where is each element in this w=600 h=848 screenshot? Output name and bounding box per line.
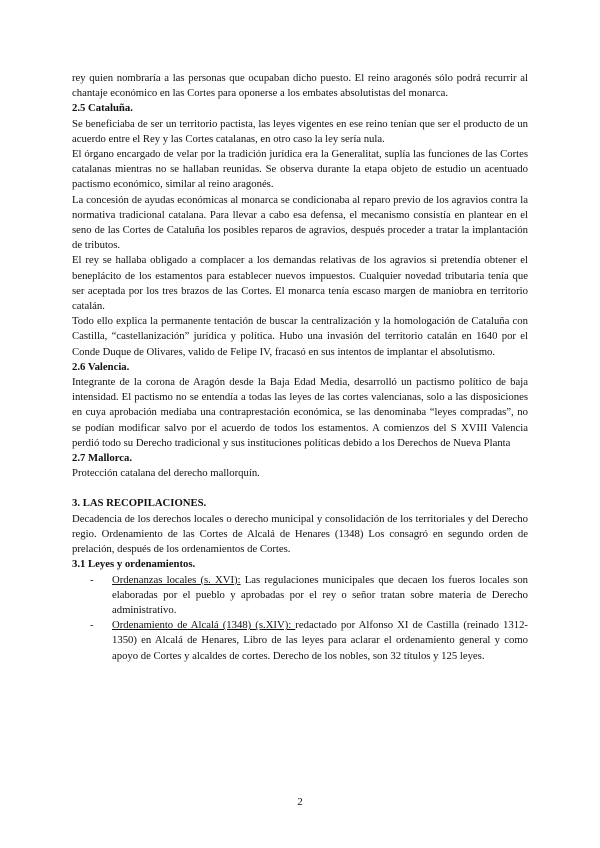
bullet-marker: - [90, 619, 94, 632]
bullet-text: Las regulaciones municipales que decaen los fueros locales son elaboradas por el pueblo y aprobadas por el rey o señor tratan sobre materia de Derecho administrativo. [112, 573, 529, 616]
bullet-marker: - [90, 573, 94, 586]
section-heading-mallorca: 2.7 Mallorca. [72, 452, 133, 465]
bullet-text: redactado por Alfonso XI de Castilla (reinado 1312-1350) en Alcalá de Henares, Libro de las leyes para aclarar el ordenamiento general y como apoyo de Cortes y alcaldes de cortes. Derecho de los nobles, son 32 títulos y 125 leyes. [112, 619, 528, 662]
paragraph: Integrante de la corona de Aragón desde la Baja Edad Media, desarrolló un pactismo político de baja intensidad. El pactismo no se entendía a todas las leyes de las cortes valencianas, solo a las disposiciones en cuya aprobación mediaba una contraprestación económica, se las denominaba “leyes compradas”, no se podían modificar salvo por el acuerdo de todos los estamentos. A comienzos del S XVIII Valencia perdió todo su Derecho tradicional y sus instituciones políticas debido a los Derechos de Nueva Planta [72, 376, 528, 449]
section-heading-recopilaciones: 3. LAS RECOPILACIONES. [72, 497, 207, 510]
paragraph: El rey se hallaba obligado a complacer a los demandas relativas de los agravios si pretendía obtener el beneplácito de los estamentos para establecer nuevos impuestos. Cualquier novedad tributaria tenía que ser aceptada por los tres brazos de las Cortes. El monarca tenía escaso margen de maniobra en territorio catalán. [72, 254, 528, 313]
bullet-title: Ordenamiento de Alcalá (1348) (s.XIV): [112, 619, 296, 632]
section-heading-catalunya: 2.5 Cataluña. [72, 102, 133, 115]
section-heading-valencia: 2.6 Valencia. [72, 360, 130, 373]
spacer [72, 481, 528, 496]
paragraph: Todo ello explica la permanente tentación de buscar la centralización y la homologación de Cataluña con Castilla, “castellanización” jurídica y política. Hubo una invasión del territorio catalán en 1640 por el Conde Duque de Olivares, valido de Felipe IV, fracasó en sus intentos de implantar el absolutismo. [72, 315, 528, 358]
paragraph: La concesión de ayudas económicas al monarca se condicionaba al reparo previo de los agravios contra la normativa tradicional catalana. Para llevar a cabo esa defensa, el mecanismo consistía en plantear en el seno de las Cortes de Cataluña los posibles reparos de agravios, después proceder a tratar la implantación de tributos. [72, 193, 528, 252]
paragraph: Decadencia de los derechos locales o derecho municipal y consolidación de los territoriales y del Derecho regio. Ordenamiento de las Cortes de Alcalá de Henares (1348) Los consagró en segundo orden de prelación, después de los ordenamientos de Cortes. [72, 512, 528, 556]
list-item [72, 573, 528, 619]
bullet-title: Ordenanzas locales (s. XVI): [112, 573, 241, 586]
bullet-list [72, 573, 528, 664]
section-heading-leyes: 3.1 Leyes y ordenamientos. [72, 558, 196, 571]
document-page [72, 71, 528, 664]
paragraph: rey quien nombraría a las personas que ocupaban dicho puesto. El reino aragonés sólo podrá recurrir al chantaje económico en las Cortes para oponerse a los embates absolutistas del monarca. [72, 72, 528, 100]
paragraph: Se beneficiaba de ser un territorio pactista, las leyes vigentes en ese reino tenían que ser el producto de un acuerdo entre el Rey y las Cortes catalanas, en otro caso la ley sería nula. [72, 117, 528, 145]
page-number: 2 [297, 796, 303, 808]
paragraph: Protección catalana del derecho mallorquín. [72, 467, 260, 480]
paragraph: El órgano encargado de velar por la tradición jurídica era la Generalitat, suplía las funciones de las Cortes catalanas mientras no se hallaban reunidas. Se observa durante la etapa objeto de estudio un acentuado pactismo económico, similar al reino aragonés. [72, 148, 528, 191]
list-item [72, 618, 528, 664]
